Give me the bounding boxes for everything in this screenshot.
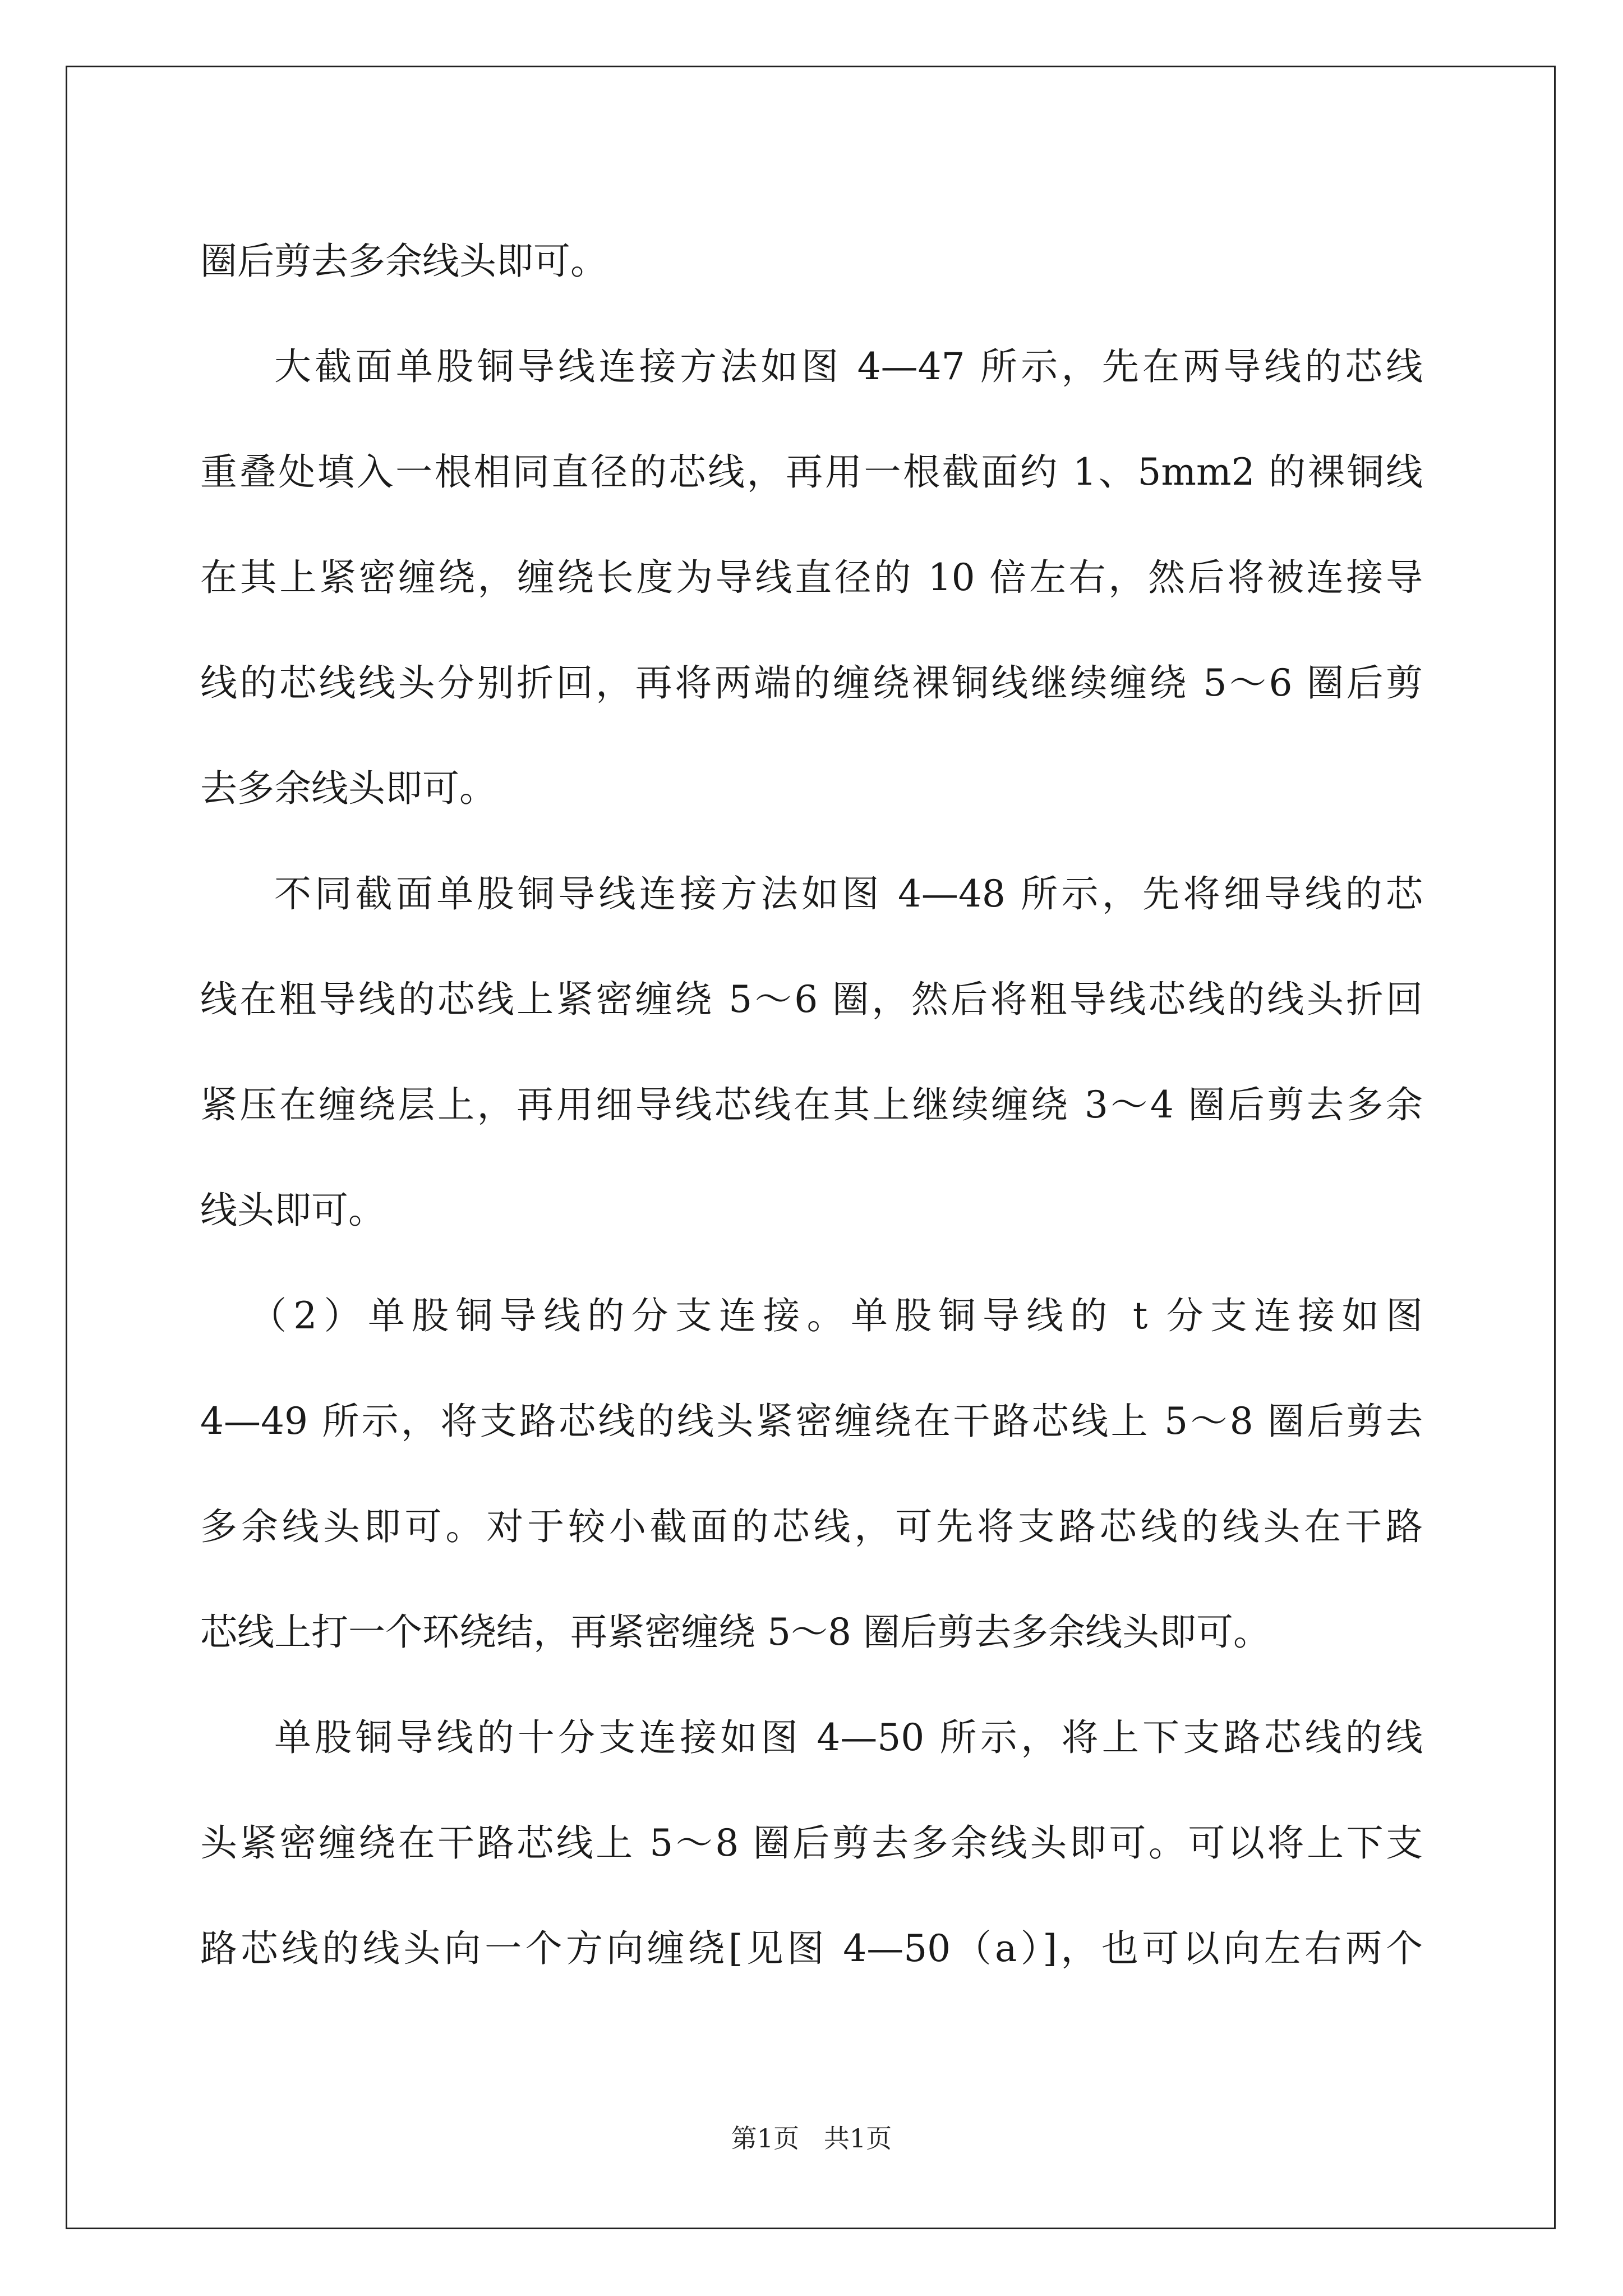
- text-line: 芯线上打一个环绕结，再紧密缠绕 5～8 圈后剪去多余线头即可。: [200, 1611, 1270, 1654]
- text-line: 紧压在缠绕层上，再用细导线芯线在其上继续缠绕 3～4 圈后剪去多余: [200, 1083, 1423, 1126]
- page-footer: 第1页 共1页: [731, 2123, 892, 2154]
- text-line: 重叠处填入一根相同直径的芯线，再用一根截面约 1、5mm2 的裸铜线: [200, 450, 1423, 494]
- text-line: 多余线头即可。对于较小截面的芯线，可先将支路芯线的线头在干路: [200, 1505, 1423, 1548]
- text-line: 圈后剪去多余线头即可。: [200, 240, 607, 283]
- text-line: 4—49 所示，将支路芯线的线头紧密缠绕在干路芯线上 5～8 圈后剪去: [200, 1400, 1423, 1443]
- document-body: [200, 209, 1423, 2001]
- paragraph: [200, 314, 1423, 841]
- text-line: （2）单股铜导线的分支连接。单股铜导线的 t 分支连接如图: [250, 1294, 1423, 1337]
- paragraph: [200, 841, 1423, 1263]
- text-line: 路芯线的线头向一个方向缠绕[见图 4—50（a）]，也可以向左右两个: [200, 1927, 1423, 1970]
- text-line: 大截面单股铜导线连接方法如图 4—47 所示，先在两导线的芯线: [274, 345, 1423, 388]
- paragraph: [200, 209, 1423, 314]
- text-line: 线头即可。: [200, 1189, 385, 1232]
- text-line: 头紧密缠绕在干路芯线上 5～8 圈后剪去多余线头即可。可以将上下支: [200, 1821, 1423, 1865]
- paragraph: [200, 1685, 1423, 2001]
- text-line: 线的芯线线头分别折回，再将两端的缠绕裸铜线继续缠绕 5～6 圈后剪: [200, 661, 1423, 705]
- text-line: 在其上紧密缠绕，缠绕长度为导线直径的 10 倍左右，然后将被连接导: [200, 556, 1423, 599]
- text-line: 不同截面单股铜导线连接方法如图 4—48 所示，先将细导线的芯: [274, 872, 1423, 915]
- paragraph: [200, 1263, 1423, 1685]
- text-line: 线在粗导线的芯线上紧密缠绕 5～6 圈，然后将粗导线芯线的线头折回: [200, 978, 1423, 1021]
- text-line: 去多余线头即可。: [200, 767, 496, 810]
- text-line: 单股铜导线的十分支连接如图 4—50 所示，将上下支路芯线的线: [274, 1716, 1423, 1759]
